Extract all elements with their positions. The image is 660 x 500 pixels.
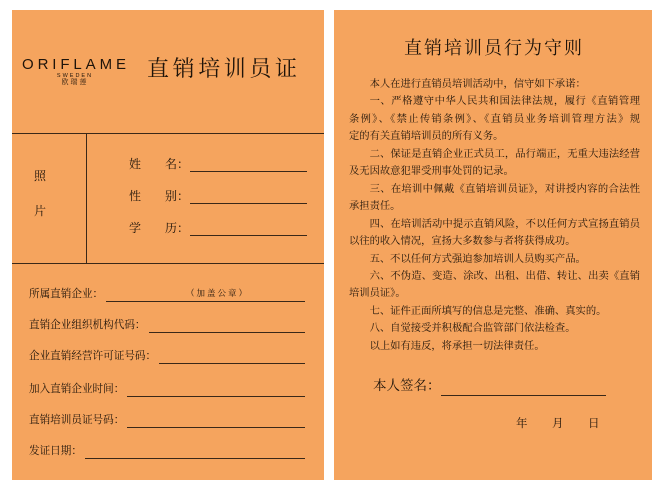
certificate-title: 直销培训员证 <box>147 57 301 82</box>
org-code-blank-line <box>149 318 305 333</box>
license-number-blank-line <box>159 349 305 364</box>
seal-hint: （加盖公章） <box>185 289 250 299</box>
certificate-number-label: 直销培训员证号码： <box>29 414 125 426</box>
code-of-conduct-title: 直销培训员行为守则 <box>404 38 584 59</box>
join-date-field <box>29 382 305 397</box>
section-divider <box>12 263 324 264</box>
oriflame-logo <box>18 57 130 86</box>
name-field <box>129 157 307 172</box>
rule-item-4 <box>349 216 640 251</box>
company-blank-line <box>106 287 305 302</box>
logo-chinese-name: 欧瑞莲 <box>61 78 89 86</box>
rule-line: 四、在培训活动中提示直销风险，不以任何方式宣扬直销员 <box>369 217 640 230</box>
issue-date-field <box>29 444 305 459</box>
certificate-front <box>12 10 324 480</box>
certificate-number-blank-line <box>127 413 305 428</box>
company-label: 所属直销企业： <box>29 288 104 300</box>
photo-box-divider <box>86 133 87 263</box>
name-blank-line <box>190 157 307 172</box>
rule-line: 五、不以任何方式强迫参加培训人员购买产品。 <box>369 252 586 265</box>
closing-paragraph <box>349 338 640 355</box>
rule-item-5 <box>349 251 640 268</box>
photo-label-char: 片 <box>34 204 47 218</box>
rule-line: 培训员证》。 <box>349 287 406 300</box>
logo-wordmark: ORIFLAME <box>22 56 130 73</box>
education-blank-line <box>190 221 307 236</box>
rule-line: 及无因故意犯罪受刑事处罚的记录。 <box>349 165 514 178</box>
code-of-conduct-text <box>349 76 640 355</box>
logo-country: SWEDEN <box>56 73 94 79</box>
signature-blank-line <box>441 377 606 396</box>
rule-item-2 <box>349 146 640 181</box>
org-code-label: 直销企业组织机构代码： <box>29 319 146 331</box>
photo-label-char: 照 <box>34 169 47 183</box>
gender-label: 性 别： <box>129 189 190 203</box>
rule-line: 三、在培训中佩戴《直销培训员证》，对讲授内容的合法性 <box>369 182 640 195</box>
rule-item-1 <box>349 93 640 145</box>
rule-item-7 <box>349 303 640 320</box>
rule-line: 条例》、《禁止传销条例》、《直销员业务培训管理方法》规 <box>349 112 640 125</box>
rule-item-6 <box>349 268 640 303</box>
rule-item-8 <box>349 320 640 337</box>
date-year-label: 年 <box>516 416 528 430</box>
issue-date-label: 发证日期： <box>29 445 82 457</box>
rule-line: 七、证件正面所填写的信息是完整、准确、真实的。 <box>369 304 607 317</box>
join-date-blank-line <box>127 382 305 397</box>
education-field <box>129 221 307 236</box>
rule-line: 六、不伪造、变造、涂改、出租、出借、转让、出卖《直销 <box>369 269 640 282</box>
signature-field <box>373 377 606 396</box>
certificate-back <box>334 10 652 480</box>
signature-label: 本人签名： <box>373 378 441 394</box>
join-date-label: 加入直销企业时间： <box>29 383 125 395</box>
intro-paragraph <box>349 76 640 93</box>
name-label: 姓 名： <box>129 157 190 171</box>
org-code-field <box>29 318 305 333</box>
header-divider <box>12 133 324 134</box>
gender-blank-line <box>190 189 307 204</box>
date-month-label: 月 <box>552 416 564 430</box>
rule-line: 承担责任。 <box>349 200 401 213</box>
rule-line: 以上如有违反，将承担一切法律责任。 <box>369 339 545 352</box>
rule-line: 定的有关直销培训员的所有义务。 <box>349 130 504 143</box>
gender-field <box>129 189 307 204</box>
issue-date-blank-line <box>85 444 305 459</box>
education-label: 学 历： <box>129 221 190 235</box>
certificate-number-field <box>29 413 305 428</box>
company-field <box>29 287 305 302</box>
license-number-field <box>29 349 305 364</box>
rule-line: 本人在进行直销员培训活动中，信守如下承诺： <box>369 78 586 90</box>
rule-line: 以往的收入情况，宣扬大多数参与者将获得成功。 <box>349 235 576 248</box>
rule-line: 二、保证是直销企业正式员工，品行端正，无重大违法经营 <box>369 147 640 160</box>
rule-item-3 <box>349 181 640 216</box>
rule-line: 八、自觉接受并积极配合监管部门依法检查。 <box>369 322 576 335</box>
license-number-label: 企业直销经营许可证号码： <box>29 350 157 362</box>
rule-line: 一、严格遵守中华人民共和国法律法规，履行《直销管理 <box>369 95 640 108</box>
date-day-label: 日 <box>588 416 600 430</box>
